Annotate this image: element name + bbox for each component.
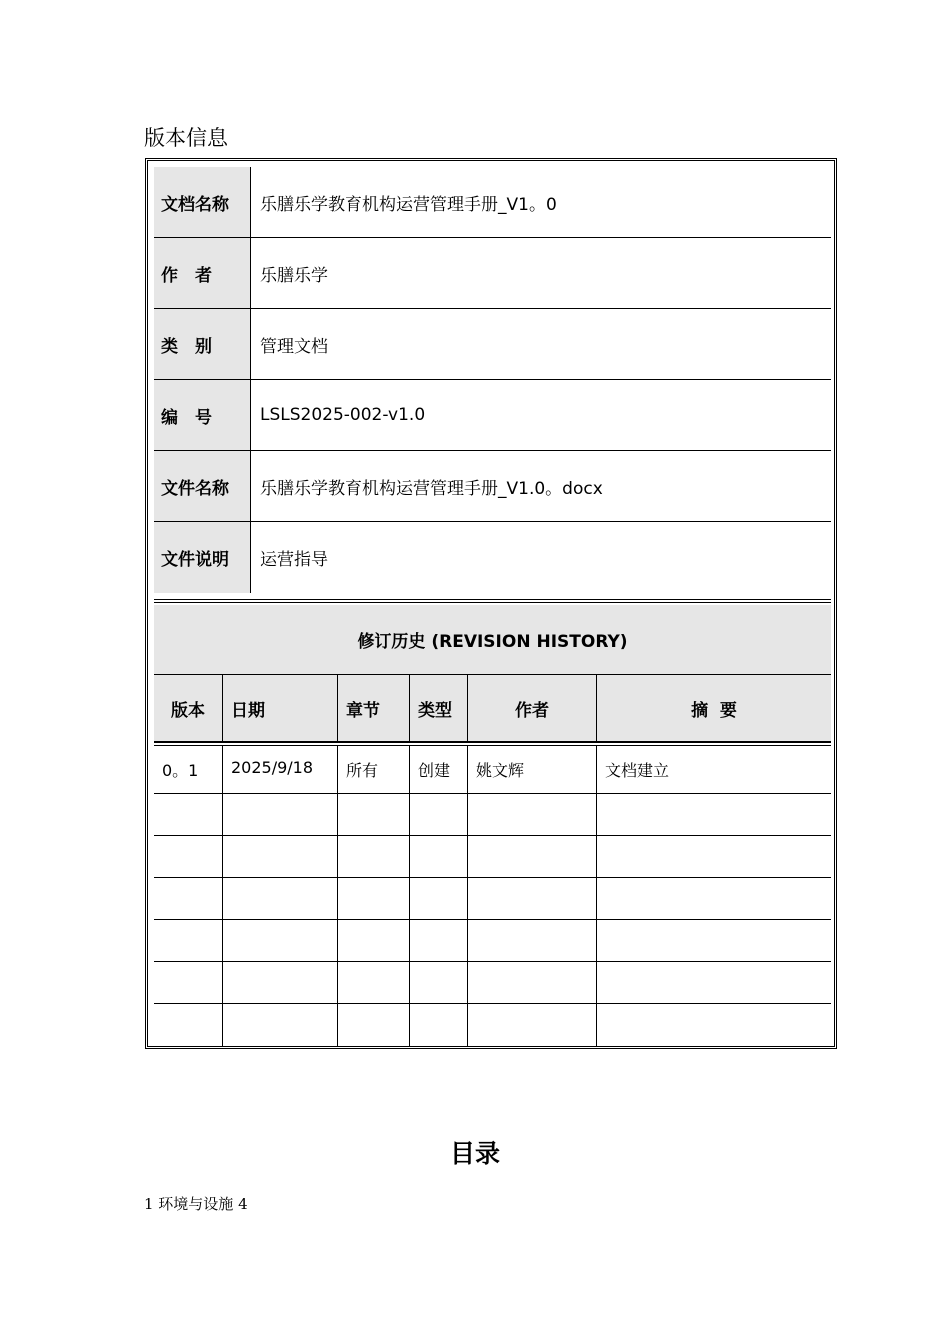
- cell-version: 0。1: [154, 746, 223, 793]
- header-date: 日期: [223, 675, 338, 741]
- cell-type: [410, 794, 468, 835]
- cell-summary: 文档建立: [605, 761, 670, 780]
- cell-version: [154, 1004, 223, 1046]
- info-label: 编 号: [154, 380, 251, 450]
- info-label: 文件说明: [154, 522, 251, 593]
- cell-type: [410, 1004, 468, 1046]
- section-title: 版本信息: [144, 126, 228, 150]
- cell-type: [410, 836, 468, 877]
- cell-date: [223, 794, 338, 835]
- cell-author: [468, 878, 597, 919]
- info-value: 管理文档: [260, 336, 328, 357]
- cell-date: [223, 836, 338, 877]
- info-label: 文档名称: [154, 167, 251, 237]
- cell-summary: [597, 794, 831, 835]
- cell-author: [468, 794, 597, 835]
- revision-header-row: [154, 675, 831, 742]
- info-value: LSLS2025-002-v1.0: [260, 405, 426, 425]
- table-row: [154, 1004, 831, 1046]
- table-row: [154, 878, 831, 920]
- table-row: [154, 920, 831, 962]
- info-label: 文件名称: [154, 451, 251, 521]
- cell-date: [223, 962, 338, 1003]
- info-label: 作 者: [154, 238, 251, 308]
- info-row-author: [154, 238, 831, 309]
- cell-chapter: [338, 878, 410, 919]
- cell-date: [223, 1004, 338, 1046]
- revision-history-title: 修订历史 (REVISION HISTORY): [154, 605, 831, 675]
- cell-author: [468, 962, 597, 1003]
- version-info-inner: [154, 167, 828, 1046]
- cell-chapter: [338, 1004, 410, 1046]
- info-row-file-desc: [154, 522, 831, 599]
- toc-title: 目录: [449, 1139, 500, 1168]
- header-version: 版本: [154, 675, 223, 741]
- cell-author: [468, 1004, 597, 1046]
- cell-author: 姚文辉: [468, 746, 597, 793]
- info-row-number: [154, 380, 831, 451]
- table-row: [154, 794, 831, 836]
- info-row-file-name: [154, 451, 831, 522]
- info-label: 类 别: [154, 309, 251, 379]
- cell-version: [154, 836, 223, 877]
- header-author: 作者: [468, 675, 597, 741]
- cell-author: [468, 920, 597, 961]
- cell-type: [410, 920, 468, 961]
- toc-item[interactable]: 1 环境与设施 4: [144, 1195, 248, 1213]
- cell-author: [468, 836, 597, 877]
- cell-chapter: [338, 836, 410, 877]
- version-info-table: [145, 158, 837, 1049]
- info-value: 运营指导: [260, 550, 328, 570]
- cell-type: 创建: [410, 746, 468, 793]
- cell-summary: [597, 920, 831, 961]
- table-row: [154, 836, 831, 878]
- cell-summary: [597, 1004, 831, 1046]
- cell-date: [223, 878, 338, 919]
- table-row: [154, 962, 831, 1004]
- info-value: 乐膳乐学教育机构运营管理手册_V1.0。docx: [260, 478, 603, 499]
- cell-chapter: [338, 962, 410, 1003]
- cell-version: [154, 920, 223, 961]
- info-row-category: [154, 309, 831, 380]
- cell-version: [154, 962, 223, 1003]
- cell-chapter: [338, 920, 410, 961]
- table-row: [154, 746, 831, 794]
- header-type: 类型: [410, 675, 468, 741]
- cell-date: [223, 920, 338, 961]
- cell-chapter: 所有: [338, 746, 410, 793]
- double-divider: [154, 599, 831, 603]
- cell-type: [410, 962, 468, 1003]
- cell-summary: [597, 878, 831, 919]
- header-summary: 摘 要: [597, 675, 831, 741]
- cell-chapter: [338, 794, 410, 835]
- info-value: 乐膳乐学教育机构运营管理手册_V1。0: [260, 194, 557, 215]
- cell-type: [410, 878, 468, 919]
- cell-version: [154, 794, 223, 835]
- info-value: 乐膳乐学: [260, 265, 328, 286]
- cell-summary: [597, 836, 831, 877]
- cell-summary: [597, 962, 831, 1003]
- cell-version: [154, 878, 223, 919]
- header-chapter: 章节: [338, 675, 410, 741]
- info-row-doc-name: [154, 167, 831, 238]
- cell-date: 2025/9/18: [223, 746, 338, 793]
